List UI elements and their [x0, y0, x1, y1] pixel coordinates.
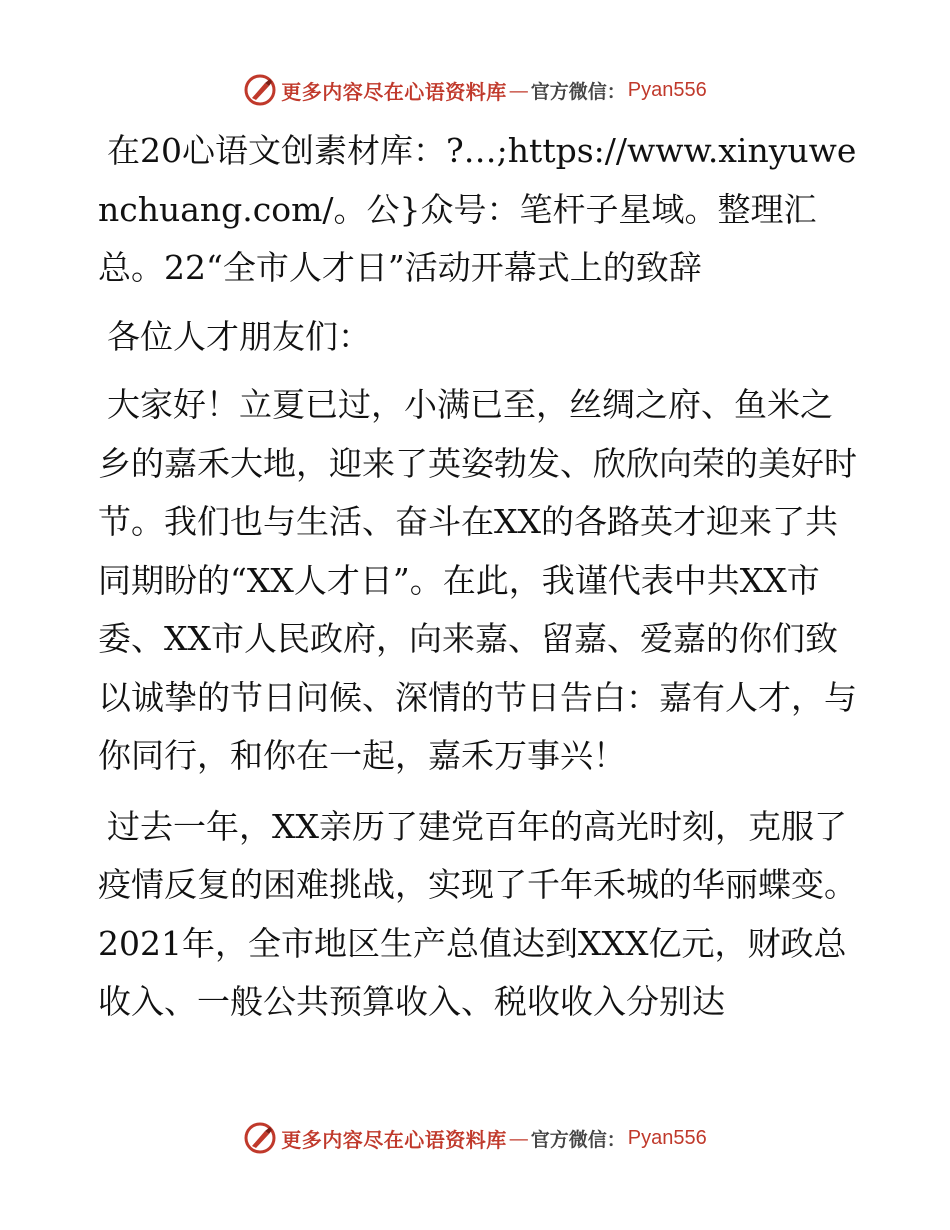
footer-wechat-label: 官方微信：	[530, 1128, 626, 1151]
header-brand-text: 更多内容尽在心语资料库	[281, 79, 507, 104]
greeting-paragraph: 大家好！立夏已过，小满已至，丝绸之府、鱼米之乡的嘉禾大地，迎来了英姿勃发、欣欣向荣的美好时节。我们也与生活、奋斗在XX的各路英才迎来了共同期盼的“XX人才日”。在此，我谨代表中共XX市委、XX市人民政府，向来嘉、留嘉、爱嘉的你们致以诚挚的节日问候、深情的节日告白：嘉有人才，与你同行，和你在一起，嘉禾万事兴！	[98, 385, 857, 775]
header-banner	[0, 70, 950, 110]
document-body	[98, 122, 858, 1038]
header-wechat-label: 官方微信：	[530, 80, 626, 103]
header-wechat-id: Pyan556	[627, 78, 707, 101]
review-paragraph: 过去一年，XX亲历了建党百年的高光时刻，克服了疫情反复的困难挑战，实现了千年禾城的华丽蝶变。2021年，全市地区生产总值达到XXX亿元，财政总收入、一般公共预算收入、税收收入分别达	[98, 806, 857, 1021]
footer-dash: —	[508, 1126, 529, 1150]
footer-brand-text: 更多内容尽在心语资料库	[281, 1127, 507, 1152]
quill-logo-icon	[243, 73, 277, 107]
quill-logo-icon	[243, 1121, 277, 1155]
footer-banner	[0, 1118, 950, 1158]
footer-wechat-id: Pyan556	[627, 1126, 707, 1149]
intro-paragraph: 在20心语文创素材库：?…;https://www.xinyuwenchuang.com/。公}众号：笔杆子星域。整理汇总。22“全市人才日”活动开幕式上的致辞	[98, 131, 857, 287]
salutation-paragraph: 各位人才朋友们：	[107, 316, 371, 356]
header-dash: —	[508, 78, 529, 102]
